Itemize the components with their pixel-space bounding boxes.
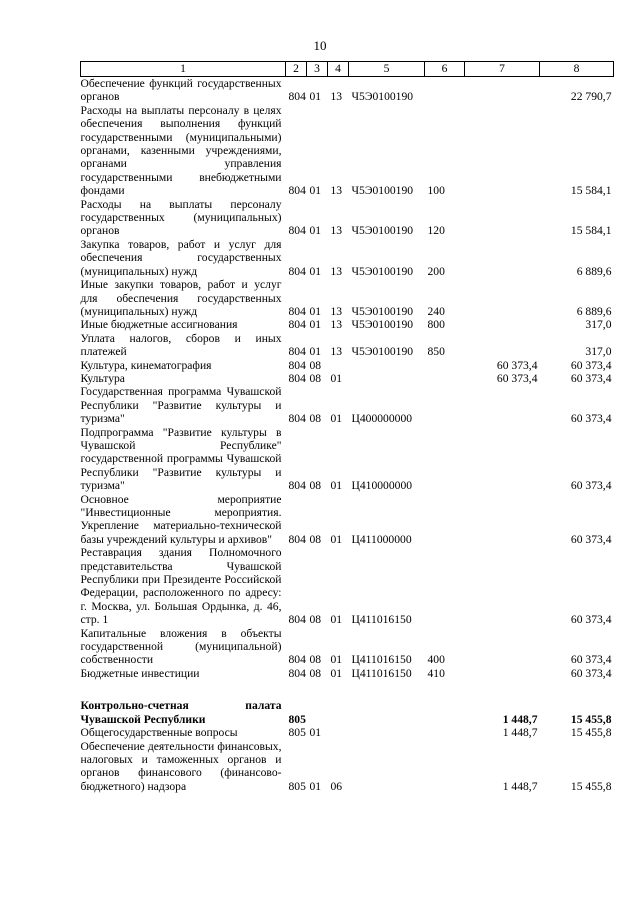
row-name: Обеспечение функций государственных органов [80, 77, 282, 104]
amount-total: 317,0 [585, 345, 612, 359]
header-cell: 1 [81, 62, 286, 77]
amount-total: 6 889,6 [576, 264, 612, 278]
table-row [81, 318, 614, 331]
header-cell: 7 [465, 62, 540, 77]
code-section: 01 [309, 345, 322, 359]
code-section: 01 [309, 90, 322, 104]
spacer-cell [81, 680, 614, 699]
code-grbs: 804 [288, 90, 306, 104]
amount-change [465, 627, 540, 667]
code-expense-type [425, 385, 465, 425]
code-subsection: 13 [330, 345, 343, 359]
code-grbs: 804 [288, 613, 306, 627]
code-section: 01 [309, 318, 322, 332]
code-section: 08 [309, 613, 322, 627]
amount-change [465, 77, 540, 104]
code-section: 01 [309, 304, 322, 318]
row-name: Культура [80, 371, 125, 385]
code-expense-type: 410 [427, 666, 445, 680]
table-row [81, 332, 614, 359]
amount-change [465, 198, 540, 238]
code-grbs: 804 [288, 318, 306, 332]
code-expense-type: 850 [427, 345, 445, 359]
code-grbs: 804 [288, 345, 306, 359]
code-expense-type [425, 546, 465, 626]
table-body [81, 77, 614, 794]
row-name: Расходы на выплаты персоналу государственных (муниципальных) органов [80, 197, 282, 238]
row-name: Контрольно-счетная палата Чувашской Республики [80, 699, 282, 726]
code-target [349, 372, 425, 385]
code-target: Ч5Э0100190 [351, 184, 414, 198]
code-subsection: 13 [330, 224, 343, 238]
row-name: Иные бюджетные ассигнования [80, 318, 238, 332]
amount-change: 1 448,7 [502, 712, 538, 726]
code-target [349, 726, 425, 739]
code-target: Ц410000000 [351, 479, 413, 493]
header-cell: 6 [425, 62, 465, 77]
code-grbs: 804 [288, 479, 306, 493]
code-grbs: 805 [288, 712, 306, 726]
code-expense-type [425, 77, 465, 104]
amount-change [465, 278, 540, 318]
code-section: 01 [309, 264, 322, 278]
amount-total: 15 455,8 [570, 779, 612, 793]
header-cell: 2 [286, 62, 307, 77]
code-subsection: 13 [330, 90, 343, 104]
code-target: Ц411016150 [351, 666, 412, 680]
code-grbs: 804 [288, 304, 306, 318]
code-target: Ч5Э0100190 [351, 264, 414, 278]
header-cell: 8 [540, 62, 614, 77]
code-grbs: 804 [288, 666, 306, 680]
code-target: Ч5Э0100190 [351, 90, 414, 104]
code-expense-type: 200 [427, 264, 445, 278]
table-row [81, 493, 614, 547]
code-subsection: 01 [330, 532, 343, 546]
amount-total: 60 373,4 [570, 412, 612, 426]
code-grbs: 804 [288, 532, 306, 546]
code-target: Ц411016150 [351, 613, 412, 627]
code-subsection: 01 [330, 412, 343, 426]
code-expense-type: 240 [427, 304, 445, 318]
amount-total: 60 373,4 [570, 532, 612, 546]
amount-change [465, 493, 540, 547]
amount-change: 60 373,4 [496, 358, 538, 372]
code-section: 01 [309, 779, 322, 793]
table-row [81, 372, 614, 385]
row-name: Государственная программа Чувашской Республики "Развитие культуры и туризма" [80, 385, 282, 426]
row-name: Общегосударственные вопросы [80, 726, 238, 740]
code-section: 08 [309, 653, 322, 667]
amount-total: 60 373,4 [570, 653, 612, 667]
amount-change [465, 385, 540, 425]
amount-total: 15 584,1 [570, 224, 612, 238]
row-name: Расходы на выплаты персоналу в целях обеспечения выполнения функций государственными (муниципальными) органами, казенными учреждениями, органами управления государственными внебюджетными фондами [80, 103, 282, 198]
code-subsection: 13 [330, 318, 343, 332]
code-subsection: 13 [330, 264, 343, 278]
code-target: Ч5Э0100190 [351, 304, 414, 318]
table-row [81, 104, 614, 198]
amount-total: 60 373,4 [570, 613, 612, 627]
spacer-row [81, 680, 614, 699]
code-subsection [328, 726, 349, 739]
code-expense-type [425, 726, 465, 739]
code-expense-type [425, 372, 465, 385]
table-row [81, 726, 614, 739]
code-section: 01 [309, 224, 322, 238]
code-section [307, 699, 328, 726]
code-expense-type: 100 [427, 184, 445, 198]
table-row [81, 278, 614, 318]
code-grbs: 804 [288, 184, 306, 198]
code-grbs: 804 [288, 264, 306, 278]
code-section: 08 [309, 358, 322, 372]
table-row [81, 238, 614, 278]
code-subsection: 01 [330, 479, 343, 493]
table-row [81, 699, 614, 726]
code-expense-type [425, 740, 465, 794]
code-grbs: 804 [288, 224, 306, 238]
code-subsection: 01 [330, 613, 343, 627]
amount-total: 60 373,4 [570, 666, 612, 680]
row-name: Подпрограмма "Развитие культуры в Чувашской Республике" государственной программы Чувашской Республики "Развитие культуры и туризма" [80, 425, 282, 493]
code-section: 01 [309, 726, 322, 740]
code-target [349, 740, 425, 794]
code-target: Ч5Э0100190 [351, 318, 414, 332]
amount-total: 15 455,8 [570, 712, 612, 726]
row-name: Бюджетные инвестиции [80, 666, 200, 680]
amount-total: 60 373,4 [570, 479, 612, 493]
code-expense-type [425, 359, 465, 372]
table-header-row [81, 62, 614, 77]
code-grbs: 805 [288, 779, 306, 793]
code-target: Ч5Э0100190 [351, 224, 414, 238]
amount-change: 1 448,7 [502, 779, 538, 793]
code-target: Ц411000000 [351, 532, 412, 546]
code-target: Ч5Э0100190 [351, 345, 414, 359]
code-section: 08 [309, 666, 322, 680]
code-section: 08 [309, 532, 322, 546]
code-grbs: 805 [288, 726, 306, 740]
code-subsection: 01 [330, 653, 343, 667]
amount-change [465, 426, 540, 493]
code-grbs: 804 [288, 653, 306, 667]
code-section: 08 [309, 371, 322, 385]
amount-change [465, 318, 540, 331]
code-section: 08 [309, 412, 322, 426]
page-number: 10 [313, 38, 327, 53]
table-row [81, 627, 614, 667]
header-cell: 4 [328, 62, 349, 77]
row-name: Капитальные вложения в объекты государственной (муниципальной) собственности [80, 626, 282, 667]
amount-total: 6 889,6 [576, 304, 612, 318]
amount-change: 1 448,7 [502, 726, 538, 740]
amount-total: 15 455,8 [570, 726, 612, 740]
amount-change [465, 546, 540, 626]
code-grbs: 804 [288, 371, 306, 385]
code-target [349, 699, 425, 726]
code-subsection [328, 359, 349, 372]
code-section: 01 [309, 184, 322, 198]
table-row [81, 740, 614, 794]
amount-change [465, 238, 540, 278]
row-name: Реставрация здания Полномочного представительства Чувашской Республики при Президенте Российской Федерации, расположенного по адресу: г. Москва, ул. Большая Ордынка, д. 46, стр. 1 [80, 546, 282, 627]
table-row [81, 198, 614, 238]
row-name: Уплата налогов, сборов и иных платежей [80, 331, 282, 359]
code-expense-type [425, 699, 465, 726]
row-name: Обеспечение деятельности финансовых, налоговых и таможенных органов и органов финансового (финансово-бюджетного) надзора [80, 739, 282, 793]
code-subsection: 13 [330, 184, 343, 198]
amount-total: 317,0 [585, 318, 612, 332]
code-target: Ц400000000 [351, 412, 413, 426]
code-subsection: 01 [330, 666, 343, 680]
amount-change [465, 667, 540, 680]
table-row [81, 667, 614, 680]
code-expense-type [425, 493, 465, 547]
amount-change [465, 104, 540, 198]
amount-total: 15 584,1 [570, 184, 612, 198]
code-subsection: 01 [330, 371, 343, 385]
table-row [81, 426, 614, 493]
amount-change [465, 332, 540, 359]
code-subsection: 06 [330, 779, 343, 793]
code-expense-type: 800 [427, 318, 445, 332]
header-cell: 5 [349, 62, 425, 77]
code-expense-type: 120 [427, 224, 445, 238]
row-name: Основное мероприятие "Инвестиционные мероприятия. Укрепление материально-технической базы учреждений культуры и архивов" [80, 492, 282, 546]
table-row [81, 77, 614, 104]
row-name: Иные закупки товаров, работ и услуг для обеспечения государственных (муниципальных) нужд [80, 278, 282, 318]
code-section: 08 [309, 479, 322, 493]
code-subsection [328, 699, 349, 726]
code-subsection: 13 [330, 304, 343, 318]
header-cell: 3 [307, 62, 328, 77]
amount-total: 22 790,7 [570, 90, 612, 104]
code-target: Ц411016150 [351, 653, 412, 667]
budget-table [80, 61, 614, 793]
amount-change: 60 373,4 [496, 371, 538, 385]
code-target [349, 359, 425, 372]
amount-total: 60 373,4 [570, 358, 612, 372]
table-row [81, 546, 614, 626]
table-row [81, 385, 614, 425]
row-name: Закупка товаров, работ и услуг для обеспечения государственных (муниципальных) нужд [80, 237, 282, 278]
code-grbs: 804 [288, 358, 306, 372]
row-name: Культура, кинематография [80, 358, 212, 372]
code-grbs: 804 [288, 412, 306, 426]
table-row [81, 359, 614, 372]
code-expense-type [425, 426, 465, 493]
amount-total: 60 373,4 [570, 371, 612, 385]
code-expense-type: 400 [427, 653, 445, 667]
